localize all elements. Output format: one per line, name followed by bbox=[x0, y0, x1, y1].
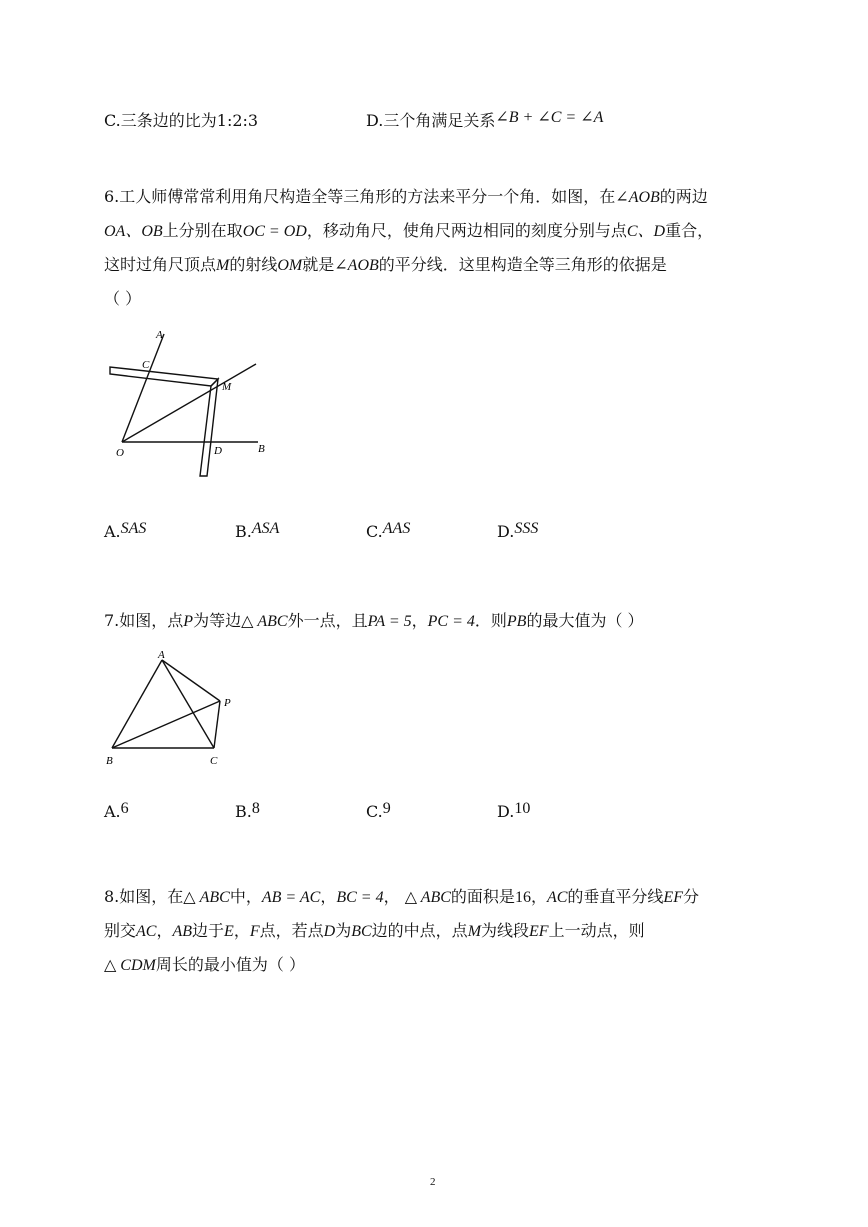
q8-text: 中， bbox=[229, 887, 262, 906]
q6-text: 6.工人师傅常常利用角尺构造全等三角形的方法来平分一个角．如图，在 bbox=[104, 187, 616, 206]
q6-answer-bracket bbox=[104, 288, 141, 310]
label-b: B bbox=[258, 443, 265, 455]
option-letter: D. bbox=[497, 522, 515, 541]
option-letter: C. bbox=[366, 802, 383, 821]
q8-text: ， bbox=[233, 921, 250, 940]
q6-option-d[interactable] bbox=[497, 522, 538, 542]
q7-math: PB bbox=[506, 613, 527, 630]
q8-line-1 bbox=[104, 886, 699, 909]
q7-math: PA = 5 bbox=[367, 613, 412, 630]
q6-text: 的两边 bbox=[659, 187, 708, 206]
q8-line-3 bbox=[104, 954, 305, 977]
q8-math: EF bbox=[529, 923, 549, 940]
option-letter: B. bbox=[235, 802, 252, 821]
q8-text: 别交 bbox=[104, 921, 137, 940]
q6-line-3 bbox=[104, 254, 667, 277]
q8-math: BC bbox=[351, 923, 372, 940]
segment-ac bbox=[162, 660, 214, 748]
q7-text: 的最大值为（ ） bbox=[526, 611, 644, 630]
label-d: D bbox=[214, 445, 222, 457]
q6-line-1 bbox=[104, 186, 708, 209]
q6-text: 的射线 bbox=[229, 255, 278, 274]
option-value: 8 bbox=[251, 800, 260, 817]
q8-math: BC = 4 bbox=[336, 889, 384, 906]
option-value: AAS bbox=[382, 520, 411, 537]
q7-math: △ ABC bbox=[241, 613, 288, 630]
page-number-text: 2 bbox=[430, 1176, 436, 1188]
q7-text: ．则 bbox=[474, 611, 507, 630]
option-letter: A. bbox=[104, 802, 121, 821]
label-m: M bbox=[222, 381, 232, 393]
q5-option-d-expr: ∠B + ∠C = ∠A bbox=[495, 109, 604, 126]
q8-text: 的垂直平分线 bbox=[567, 887, 664, 906]
option-letter: C. bbox=[366, 522, 383, 541]
q5-option-c-text: C.三条边的比为1:2:3 bbox=[104, 111, 259, 130]
q6-math: M bbox=[216, 257, 230, 274]
option-letter: D. bbox=[497, 802, 515, 821]
q7-option-c[interactable] bbox=[366, 802, 391, 822]
q7-text: 为等边 bbox=[193, 611, 242, 630]
label-p: P bbox=[224, 697, 231, 709]
q6-math: ∠AOB bbox=[615, 189, 660, 206]
q6-option-b[interactable] bbox=[235, 522, 279, 542]
q8-math: △ ABC bbox=[183, 889, 230, 906]
q6-math: OC = OD bbox=[242, 223, 307, 240]
q8-text: 的面积是 bbox=[450, 887, 515, 906]
q8-text: ， bbox=[383, 887, 405, 906]
q6-option-a[interactable] bbox=[104, 522, 146, 542]
q8-text: 为 bbox=[335, 921, 352, 940]
q8-text: 8.如图，在 bbox=[104, 887, 184, 906]
segment-ab bbox=[112, 660, 162, 748]
label-b: B bbox=[106, 755, 113, 767]
q7-text: 外一点，且 bbox=[287, 611, 368, 630]
q6-bracket-text: （ ） bbox=[104, 289, 142, 308]
square-arm-horizontal bbox=[110, 367, 218, 386]
q6-text: 上分别在取 bbox=[162, 221, 243, 240]
q6-math: OM bbox=[277, 257, 303, 274]
option-value: ASA bbox=[251, 520, 280, 537]
q8-text: 边的中点，点 bbox=[371, 921, 468, 940]
q8-text: ， bbox=[156, 921, 173, 940]
q6-text: ，移动角尺，使角尺两边相同的刻度分别与点 bbox=[306, 221, 627, 240]
option-value: 6 bbox=[120, 800, 129, 817]
q8-math: F bbox=[249, 923, 260, 940]
q8-math: △ ABC bbox=[404, 889, 451, 906]
q8-math: EF bbox=[663, 889, 683, 906]
q8-math: AB = AC bbox=[261, 889, 321, 906]
label-o: O bbox=[116, 447, 124, 459]
q8-line-2 bbox=[104, 920, 645, 943]
segment-pc bbox=[214, 701, 220, 748]
label-a: A bbox=[158, 649, 165, 661]
q7-math: P bbox=[183, 613, 194, 630]
q8-math: AB bbox=[172, 923, 193, 940]
q8-math: △ CDM bbox=[104, 957, 156, 974]
q8-math: AC bbox=[546, 889, 568, 906]
label-a: A bbox=[156, 329, 163, 341]
q8-math: E bbox=[224, 923, 234, 940]
option-letter: A. bbox=[104, 522, 121, 541]
q6-line-2 bbox=[104, 220, 713, 243]
q6-text: 就是 bbox=[302, 255, 335, 274]
option-value: 10 bbox=[514, 800, 531, 817]
q8-text: 上一动点，则 bbox=[548, 921, 645, 940]
q6-figure bbox=[100, 328, 280, 483]
q8-math: M bbox=[467, 923, 482, 940]
label-c: C bbox=[210, 755, 218, 767]
q5-option-d bbox=[366, 110, 603, 133]
q7-math: PC = 4 bbox=[427, 613, 475, 630]
q7-line-1 bbox=[104, 610, 644, 633]
option-value: SSS bbox=[514, 520, 539, 537]
q6-math: ∠AOB bbox=[334, 257, 379, 274]
segment-pa bbox=[162, 660, 220, 701]
q8-text: 分 bbox=[682, 887, 699, 906]
q6-math: C、D bbox=[626, 223, 666, 240]
q6-option-c[interactable] bbox=[366, 522, 410, 542]
q8-text: 边于 bbox=[192, 921, 225, 940]
q6-text: 重合， bbox=[665, 221, 714, 240]
q8-math: D bbox=[323, 923, 336, 940]
label-c: C bbox=[142, 359, 150, 371]
option-value: SAS bbox=[120, 520, 147, 537]
q7-option-b[interactable] bbox=[235, 802, 260, 822]
q8-text: ， bbox=[530, 887, 547, 906]
q7-text: 7.如图，点 bbox=[104, 611, 184, 630]
square-arm-vertical bbox=[200, 379, 218, 476]
q8-text: 为线段 bbox=[481, 921, 530, 940]
q6-text: 的平分线．这里构造全等三角形的依据是 bbox=[378, 255, 667, 274]
segment-pb bbox=[112, 701, 220, 748]
q7-figure bbox=[100, 644, 250, 772]
ray-oa bbox=[122, 334, 164, 442]
q6-text: 这时过角尺顶点 bbox=[104, 255, 217, 274]
q8-text: 周长的最小值为（ ） bbox=[155, 955, 305, 974]
q7-option-d[interactable] bbox=[497, 802, 530, 822]
q5-option-c bbox=[104, 110, 258, 132]
option-value: 9 bbox=[382, 800, 391, 817]
q6-math: OA、OB bbox=[104, 223, 163, 240]
q8-text: ， bbox=[320, 887, 337, 906]
q5-option-d-prefix: D.三个角满足关系 bbox=[366, 111, 496, 130]
q8-math: 16 bbox=[514, 889, 531, 906]
q8-text: 点，若点 bbox=[259, 921, 324, 940]
page-number bbox=[430, 1176, 436, 1188]
q8-math: AC bbox=[136, 923, 157, 940]
q7-text: ， bbox=[411, 611, 428, 630]
q7-option-a[interactable] bbox=[104, 802, 129, 822]
option-letter: B. bbox=[235, 522, 252, 541]
